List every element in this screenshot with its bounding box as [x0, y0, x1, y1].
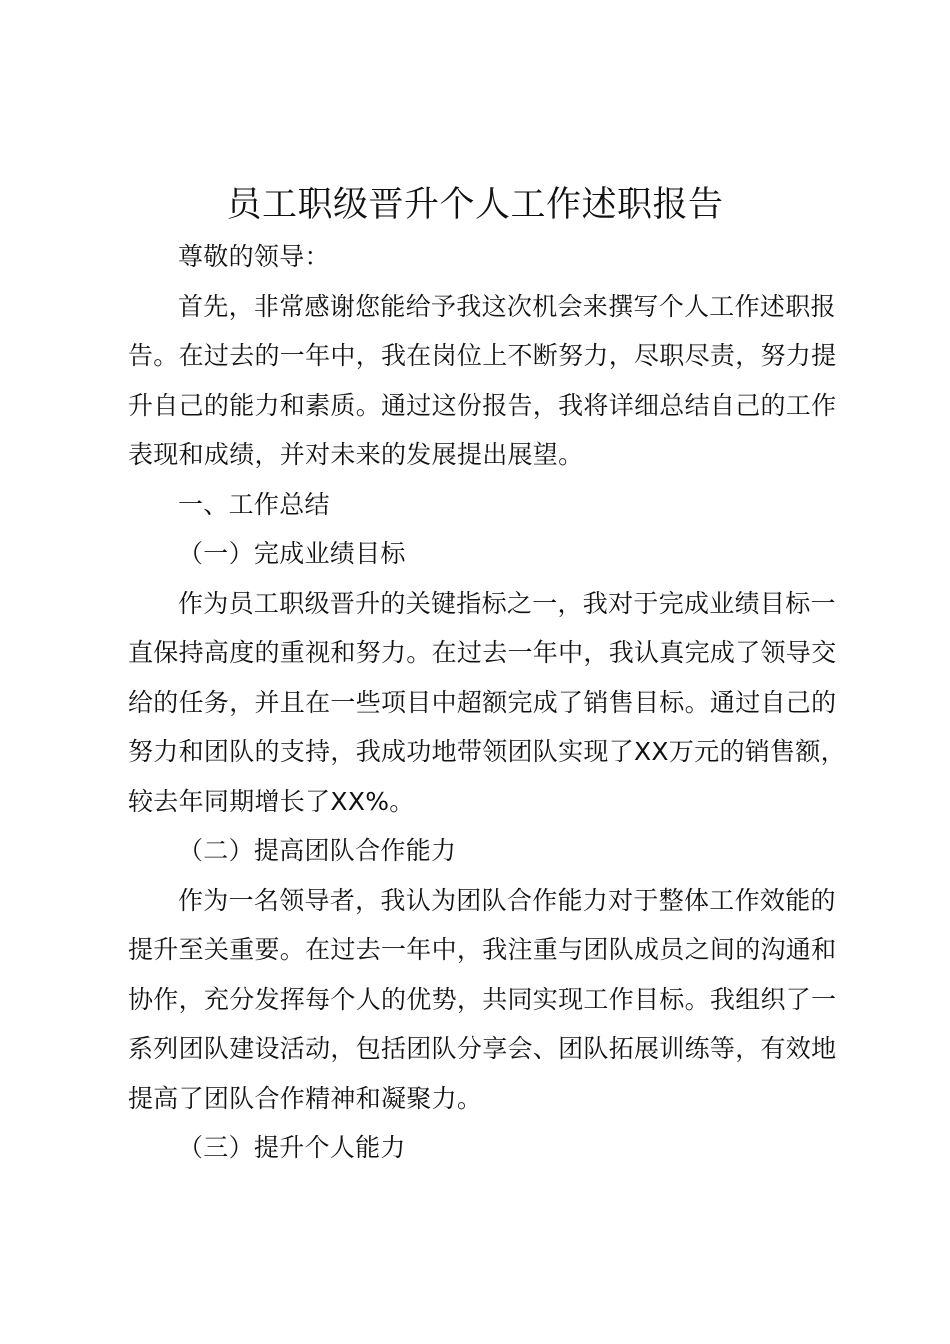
section-heading-work-summary: 一、工作总结 — [178, 489, 330, 519]
salutation: 尊敬的领导： — [178, 242, 330, 271]
document-body — [128, 232, 850, 1173]
subsection-heading-teamwork: （二）提高团队合作能力 — [178, 836, 457, 865]
subsection-heading-performance-goals: （一）完成业绩目标 — [178, 539, 406, 568]
subsection-heading-personal-ability: （三）提升个人能力 — [178, 1133, 406, 1162]
performance-paragraph: 作为员工职级晋升的关键指标之一，我对于完成业绩目标一直保持高度的重视和努力。在过去一年中，我认真完成了领导交给的任务，并且在一些项目中超额完成了销售目标。通过自己的努力和团队的支持，我成功地带领团队实现了XX万元的销售额，较去年同期增长了XX%。 — [128, 588, 846, 816]
intro-paragraph: 首先，非常感谢您能给予我这次机会来撰写个人工作述职报告。在过去的一年中，我在岗位上不断努力，尽职尽责，努力提升自己的能力和素质。通过这份报告，我将详细总结自己的工作表现和成绩，并对未来的发展提出展望。 — [128, 291, 837, 469]
document-title: 员工职级晋升个人工作述职报告 — [226, 185, 724, 225]
teamwork-paragraph: 作为一名领导者，我认为团队合作能力对于整体工作效能的提升至关重要。在过去一年中，我注重与团队成员之间的沟通和协作，充分发挥每个人的优势，共同实现工作目标。我组织了一系列团队建设活动，包括团队分享会、团队拓展训练等，有效地提高了团队合作精神和凝聚力。 — [128, 885, 837, 1113]
